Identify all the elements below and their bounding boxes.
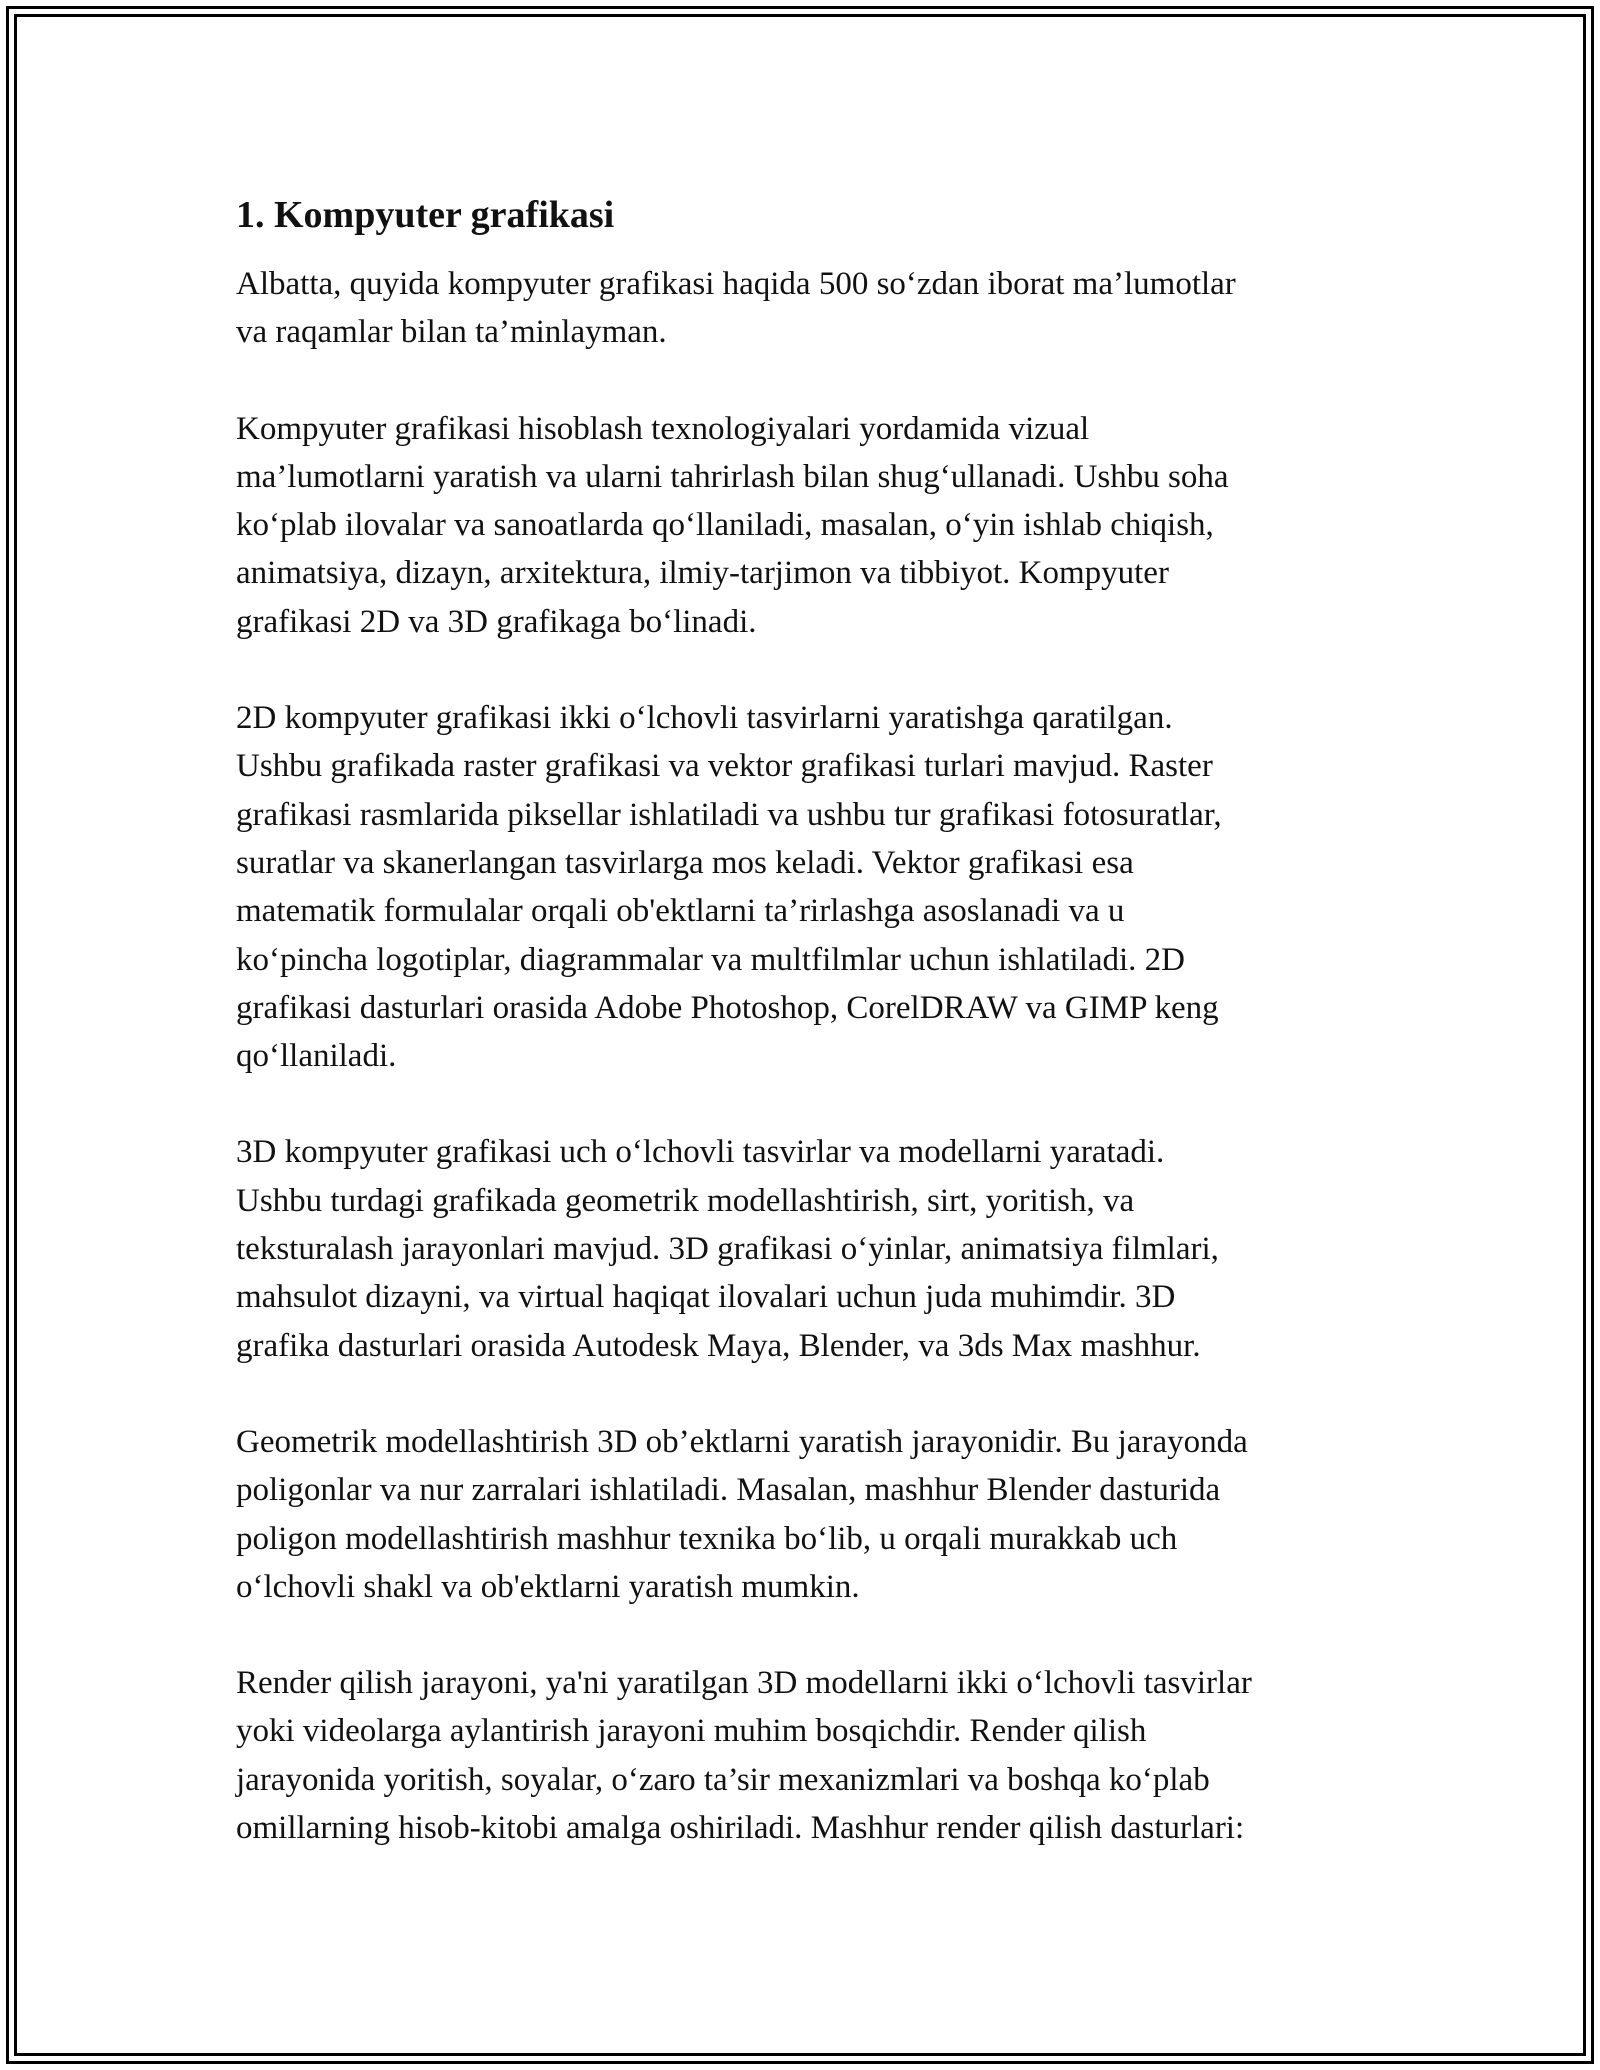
paragraph-2d-graphics: 2D kompyuter grafikasi ikki o‘lchovli tasvirlarni yaratishga qaratilgan. Ushbu grafikada raster grafikasi va vektor grafikasi turlari mavjud. Raster grafikasi rasmlarida piksellar ishlatiladi va ushbu tur grafikasi fotosuratlar, suratlar va skanerlangan tasvirlarga mos keladi. Vektor grafikasi esa matematik formulalar orqali ob'ektlarni ta’rirlashga asoslanadi va u ko‘pincha logotiplar, diagrammalar va multfilmlar uchun ishlatiladi. 2D grafikasi dasturlari orasida Adobe Photoshop, CorelDRAW va GIMP keng qo‘llaniladi.: [236, 700, 1222, 1075]
paragraph-geometric-modeling: Geometrik modellashtirish 3D ob’ektlarni yaratish jarayonidir. Bu jarayonda poligonlar va nur zarralari ishlatiladi. Masalan, mashhur Blender dasturida poligon modellashtirish mashhur texnika bo‘lib, u orqali murakkab uch o‘lchovli shakl va ob'ektlarni yaratish mumkin.: [236, 1423, 1248, 1605]
paragraph-overview: Kompyuter grafikasi hisoblash texnologiyalari yordamida vizual ma’lumotlarni yaratish va ularni tahrirlash bilan shug‘ullanadi. Ushbu soha ko‘plab ilovalar va sanoatlarda qo‘llaniladi, masalan, o‘yin ishlab chiqish, animatsiya, dizayn, arxitektura, ilmiy-tarjimon va tibbiyot. Kompyuter grafikasi 2D va 3D grafikaga bo‘linadi.: [236, 410, 1229, 640]
paragraph-rendering: Render qilish jarayoni, ya'ni yaratilgan 3D modellarni ikki o‘lchovli tasvirlar yoki videolarga aylantirish jarayoni muhim bosqichdir. Render qilish jarayonida yoritish, soyalar, o‘zaro ta’sir mexanizmlari va boshqa ko‘plab omillarning hisob-kitobi amalga oshiriladi. Mashhur render qilish dasturlari:: [236, 1665, 1252, 1847]
paragraph-intro: Albatta, quyida kompyuter grafikasi haqida 500 so‘zdan iborat ma’lumotlar va raqamlar bilan ta’minlayman.: [236, 266, 1236, 351]
page-title: 1. Kompyuter grafikasi: [236, 194, 615, 236]
paragraph-3d-graphics: 3D kompyuter grafikasi uch o‘lchovli tasvirlar va modellarni yaratadi. Ushbu turdagi grafikada geometrik modellashtirish, sirt, yoritish, va teksturalash jarayonlari mavjud. 3D grafikasi o‘yinlar, animatsiya filmlari, mahsulot dizayni, va virtual haqiqat ilovalari uchun juda muhimdir. 3D grafika dasturlari orasida Autodesk Maya, Blender, va 3ds Max mashhur.: [236, 1134, 1219, 1364]
document-body: [236, 188, 1376, 1900]
